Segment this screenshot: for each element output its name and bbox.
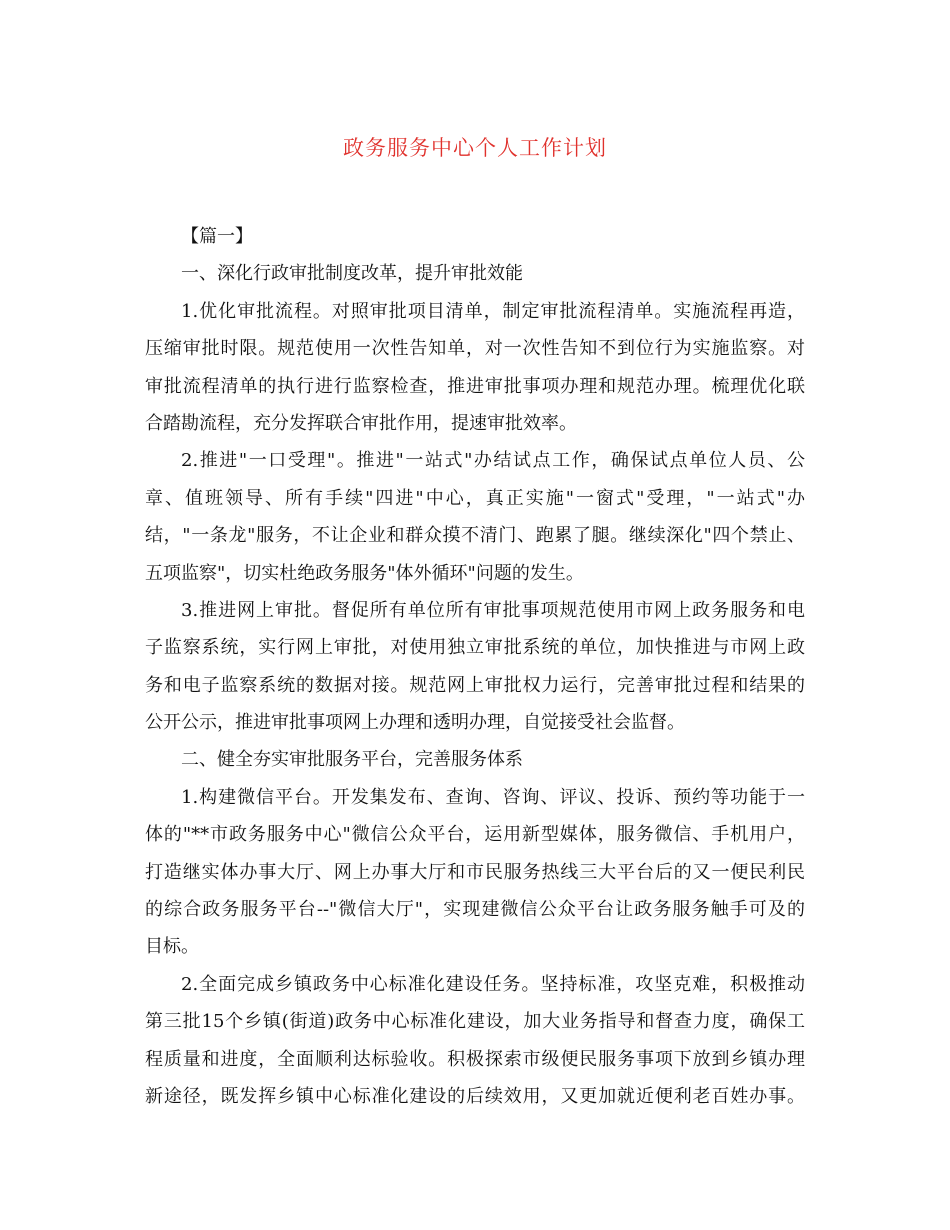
text-line: 的综合政务服务平台--"微信大厅"，实现建微信公众平台让政务服务触手可及的 xyxy=(145,899,805,921)
text-line: 二、健全夯实审批服务平台，完善服务体系 xyxy=(181,749,523,771)
text-line: 一、深化行政审批制度改革，提升审批效能 xyxy=(181,263,523,285)
text-line: 2.全面完成乡镇政务中心标准化建设任务。坚持标准，攻坚克难，积极推动 xyxy=(181,973,805,995)
text-line: 第三批15个乡镇(街道)政务中心标准化建设，加大业务指导和督查力度，确保工 xyxy=(145,1011,805,1033)
text-line: 五项监察"，切实杜绝政务服务"体外循环"问题的发生。 xyxy=(145,562,584,584)
text-line: 结，"一条龙"服务，不让企业和群众摸不清门、跑累了腿。继续深化"四个禁止、 xyxy=(145,525,805,547)
text-line: 【篇一】 xyxy=(181,226,253,247)
text-line: 压缩审批时限。规范使用一次性告知单，对一次性告知不到位行为实施监察。对 xyxy=(145,338,805,360)
text-line: 体的"**市政务服务中心"微信公众平台，运用新型媒体，服务微信、手机用户， xyxy=(145,824,805,846)
text-line: 公开公示，推进审批事项网上办理和透明办理，自觉接受社会监督。 xyxy=(145,712,685,734)
text-line: 审批流程清单的执行进行监察检查，推进审批事项办理和规范办理。梳理优化联 xyxy=(145,375,805,397)
text-line: 打造继实体办事大厅、网上办事大厅和市民服务热线三大平台后的又一便民利民 xyxy=(145,861,805,883)
text-line: 子监察系统，实行网上审批，对使用独立审批系统的单位，加快推进与市网上政 xyxy=(145,637,805,659)
text-line: 新途径，既发挥乡镇中心标准化建设的后续效用，又更加就近便利老百姓办事。 xyxy=(145,1085,805,1107)
text-line: 务和电子监察系统的数据对接。规范网上审批权力运行，完善审批过程和结果的 xyxy=(145,674,805,696)
text-line: 3.推进网上审批。督促所有单位所有审批事项规范使用市网上政务服务和电 xyxy=(181,599,805,621)
text-line: 章、值班领导、所有手续"四进"中心，真正实施"一窗式"受理，"一站式"办 xyxy=(145,487,805,509)
document-body xyxy=(145,218,805,1115)
text-line: 1.优化审批流程。对照审批项目清单，制定审批流程清单。实施流程再造， xyxy=(181,300,805,322)
text-line: 目标。 xyxy=(145,936,199,958)
document-title: 政务服务中心个人工作计划 xyxy=(343,136,607,160)
text-line: 2.推进"一口受理"。推进"一站式"办结试点工作，确保试点单位人员、公 xyxy=(181,450,805,472)
text-line: 1.构建微信平台。开发集发布、查询、咨询、评议、投诉、预约等功能于一 xyxy=(181,786,805,808)
text-line: 合踏勘流程，充分发挥联合审批作用，提速审批效率。 xyxy=(145,412,577,434)
text-line: 程质量和进度，全面顺利达标验收。积极探索市级便民服务事项下放到乡镇办理 xyxy=(145,1048,805,1070)
